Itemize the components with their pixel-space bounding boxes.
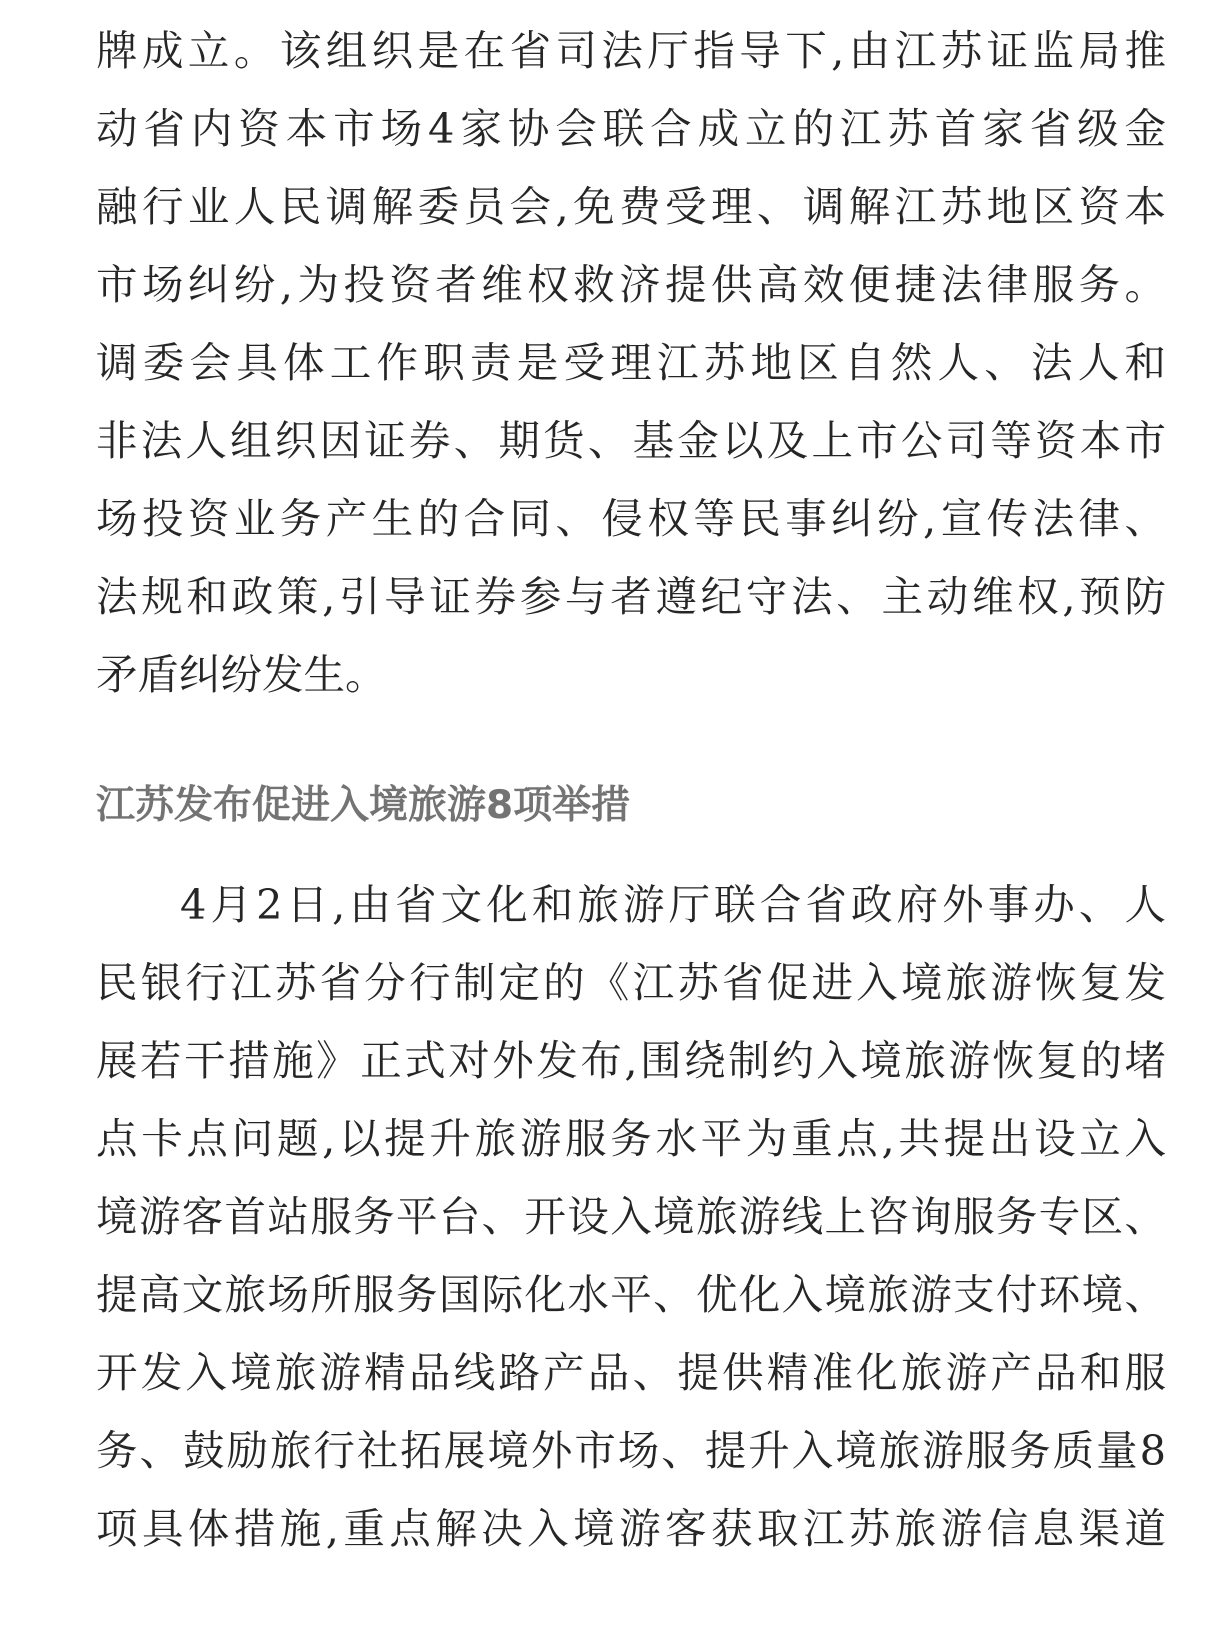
- section-heading: 江苏发布促进入境旅游8项举措: [96, 783, 631, 828]
- paragraph-2-line-1: 4月2日,由省文化和旅游厅联合省政府外事办、人: [180, 880, 1166, 929]
- paragraph-2-line-9: 项具体措施,重点解决入境游客获取江苏旅游信息渠道: [96, 1504, 1166, 1553]
- paragraph-2-line-5: 境游客首站服务平台、开设入境旅游线上咨询服务专区、: [96, 1192, 1166, 1241]
- paragraph-1-line-5: 调委会具体工作职责是受理江苏地区自然人、法人和: [96, 338, 1166, 387]
- paragraph-1-line-1: 牌成立。该组织是在省司法厅指导下,由江苏证监局推: [96, 26, 1166, 75]
- paragraph-1-line-8: 法规和政策,引导证券参与者遵纪守法、主动维权,预防: [96, 572, 1166, 621]
- paragraph-2-line-3: 展若干措施》正式对外发布,围绕制约入境旅游恢复的堵: [96, 1036, 1166, 1085]
- paragraph-1-line-2: 动省内资本市场4家协会联合成立的江苏首家省级金: [96, 104, 1166, 153]
- paragraph-2-line-2: 民银行江苏省分行制定的《江苏省促进入境旅游恢复发: [96, 958, 1166, 1007]
- paragraph-2-line-4: 点卡点问题,以提升旅游服务水平为重点,共提出设立入: [96, 1114, 1166, 1163]
- paragraph-1-line-3: 融行业人民调解委员会,免费受理、调解江苏地区资本: [96, 182, 1166, 231]
- paragraph-1-line-9: 矛盾纠纷发生。: [96, 650, 387, 699]
- paragraph-1-line-4: 市场纠纷,为投资者维权救济提供高效便捷法律服务。: [96, 260, 1166, 309]
- paragraph-2-line-7: 开发入境旅游精品线路产品、提供精准化旅游产品和服: [96, 1348, 1166, 1397]
- paragraph-2-line-8: 务、鼓励旅行社拓展境外市场、提升入境旅游服务质量8: [96, 1426, 1166, 1475]
- paragraph-2-line-6: 提高文旅场所服务国际化水平、优化入境旅游支付环境、: [96, 1270, 1166, 1319]
- paragraph-1-line-6: 非法人组织因证券、期货、基金以及上市公司等资本市: [96, 416, 1166, 465]
- paragraph-1-line-7: 场投资业务产生的合同、侵权等民事纠纷,宣传法律、: [96, 494, 1166, 543]
